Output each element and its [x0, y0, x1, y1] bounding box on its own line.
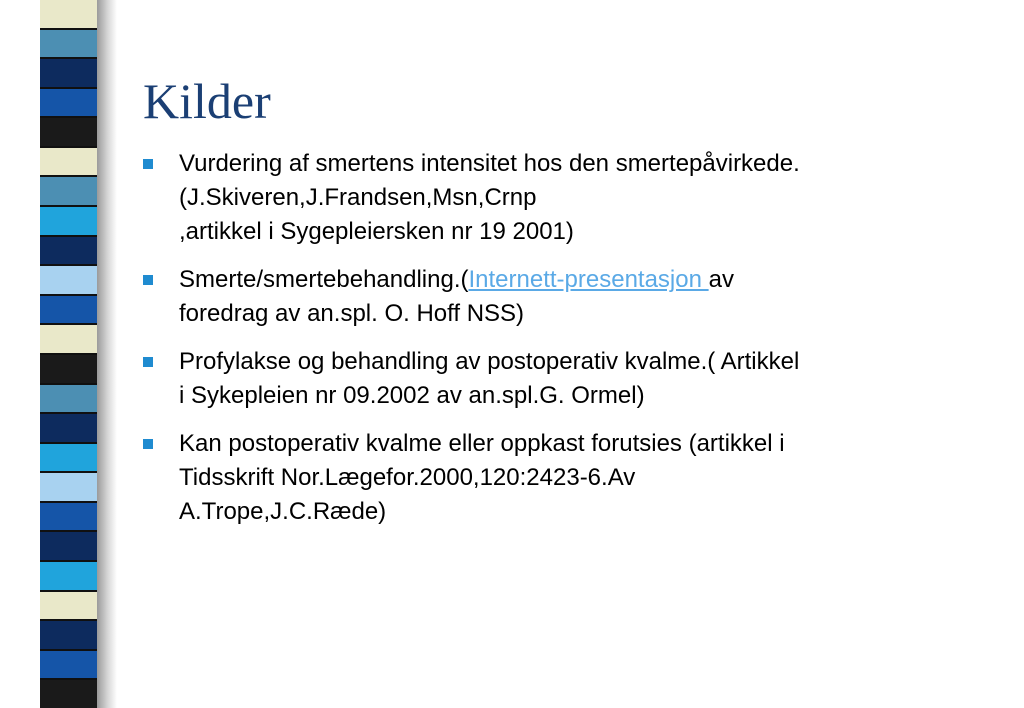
square-bullet-icon: [143, 275, 153, 285]
item-text-line: i Sykepleien nr 09.2002 av an.spl.G. Ormel): [179, 382, 645, 409]
stripe-block: [40, 532, 97, 562]
stripe-block: [40, 148, 97, 178]
item-text-line: [179, 263, 983, 297]
stripe-block: [40, 651, 97, 681]
stripe-block: [40, 296, 97, 326]
stripe-block: [40, 355, 97, 385]
decorative-stripe-shadow: [97, 0, 117, 708]
stripe-block: [40, 207, 97, 237]
item-text-line: ,artikkel i Sygepleiersken nr 19 2001): [179, 218, 574, 245]
list-item: [143, 427, 983, 529]
stripe-block: [40, 237, 97, 267]
stripe-block: [40, 473, 97, 503]
stripe-block: [40, 0, 97, 30]
internett-presentasjon-link[interactable]: Internett-presentasjon: [468, 266, 709, 293]
square-bullet-icon: [143, 159, 153, 169]
stripe-block: [40, 325, 97, 355]
stripe-block: [40, 266, 97, 296]
item-text-line: Kan postoperativ kvalme eller oppkast forutsies (artikkel i: [179, 430, 785, 457]
stripe-block: [40, 385, 97, 415]
stripe-block: [40, 680, 97, 708]
stripe-block: [40, 118, 97, 148]
list-item: [143, 263, 983, 331]
square-bullet-icon: [143, 357, 153, 367]
stripe-block: [40, 30, 97, 60]
stripe-block: [40, 59, 97, 89]
list-item: [143, 147, 983, 249]
item-text-line: (J.Skiveren,J.Frandsen,Msn,Crnp: [179, 184, 537, 211]
stripe-block: [40, 592, 97, 622]
slide-title: Kilder: [143, 73, 271, 129]
item-text-line: foredrag av an.spl. O. Hoff NSS): [179, 300, 525, 327]
stripe-block: [40, 444, 97, 474]
item-text: Smerte/smertebehandling.(: [179, 266, 469, 293]
decorative-stripe: [40, 0, 97, 708]
stripe-block: [40, 503, 97, 533]
item-text-line: Tidsskrift Nor.Lægefor.2000,120:2423-6.Av: [179, 464, 636, 491]
item-text: av: [708, 266, 734, 293]
stripe-block: [40, 177, 97, 207]
item-text-line: A.Trope,J.C.Ræde): [179, 498, 387, 525]
stripe-block: [40, 89, 97, 119]
item-text-line: Vurdering af smertens intensitet hos den smertepåvirkede.: [179, 150, 800, 177]
stripe-block: [40, 621, 97, 651]
stripe-block: [40, 562, 97, 592]
stripe-block: [40, 414, 97, 444]
square-bullet-icon: [143, 439, 153, 449]
item-text-line: Profylakse og behandling av postoperativ kvalme.( Artikkel: [179, 348, 800, 375]
source-list: [143, 147, 983, 543]
list-item: [143, 345, 983, 413]
